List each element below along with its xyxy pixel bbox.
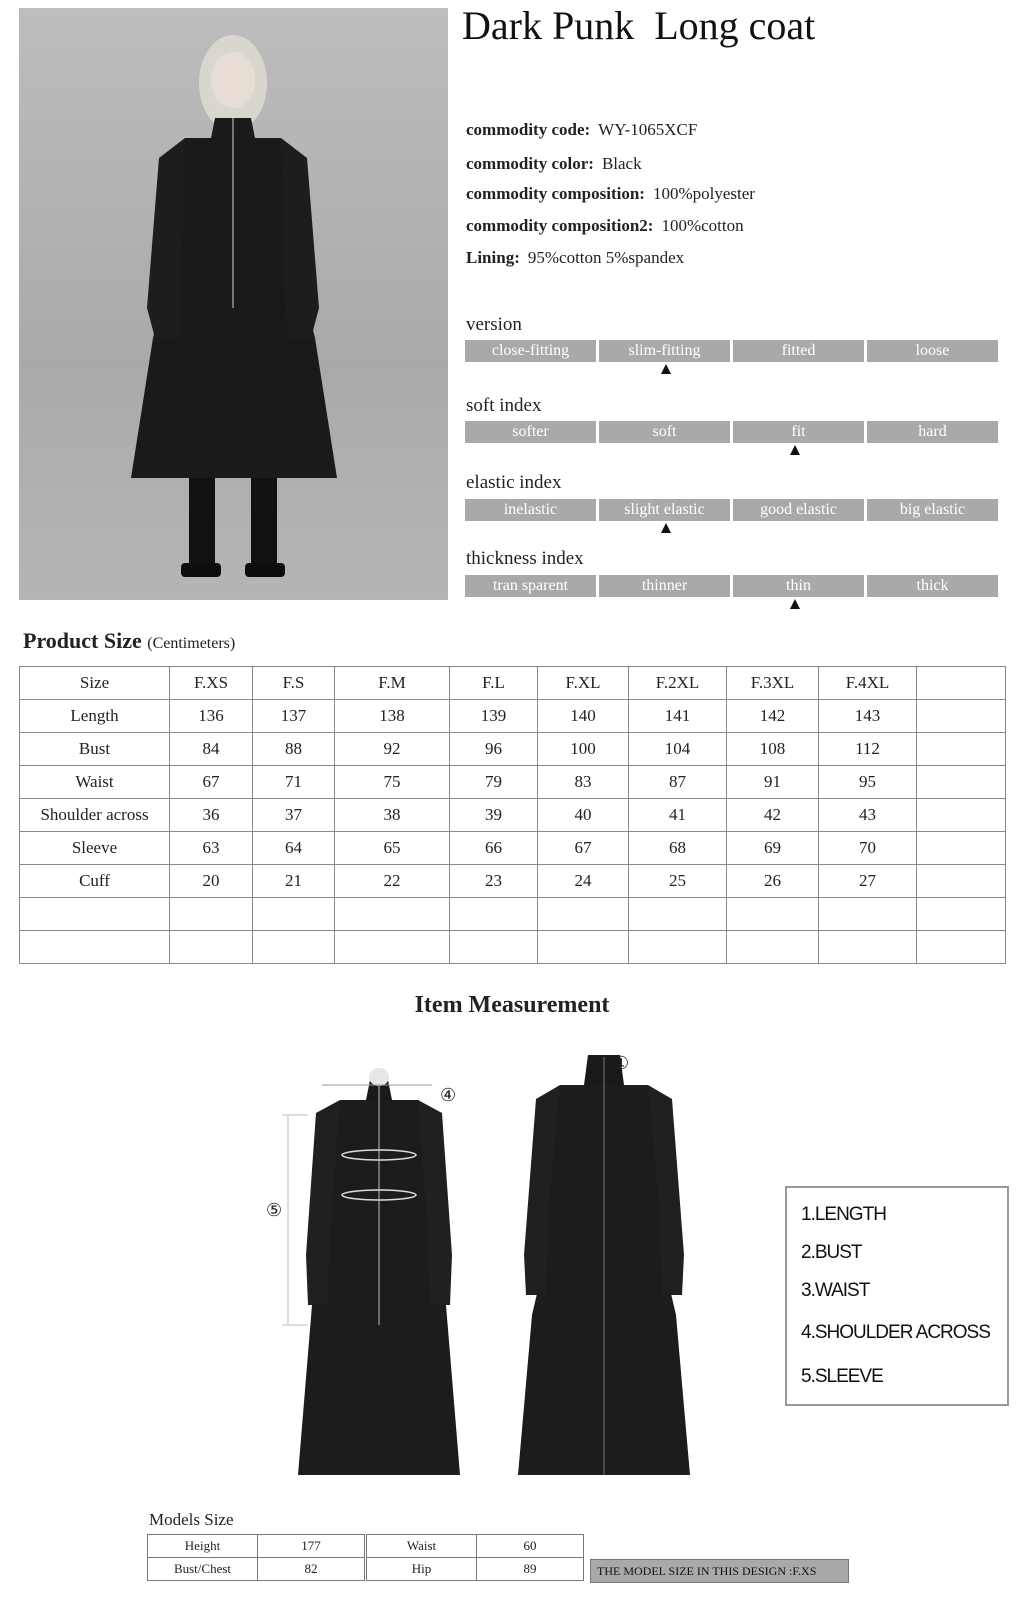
elastic-index-title: elastic index xyxy=(466,472,562,493)
marker-3-icon: ③ xyxy=(421,1175,438,1196)
table-cell xyxy=(819,898,917,931)
table-row-label: Cuff xyxy=(20,865,170,898)
elastic-index-bar xyxy=(465,499,998,521)
table-header-row xyxy=(20,667,1006,700)
version-bar xyxy=(465,340,998,362)
table-cell: 63 xyxy=(170,832,253,865)
table-cell xyxy=(253,931,335,964)
table-cell: 140 xyxy=(538,700,629,733)
product-size-table xyxy=(19,666,1006,964)
model-wearing-coat-illustration xyxy=(19,8,448,600)
version-option: close-fitting xyxy=(465,340,596,362)
table-cell: 136 xyxy=(170,700,253,733)
models-size-table-right xyxy=(366,1534,584,1581)
thickness-index-selected-marker-icon xyxy=(790,599,800,609)
table-cell: 75 xyxy=(335,766,450,799)
spec-value: 100%polyester xyxy=(652,184,755,203)
version-selected-marker-icon xyxy=(661,364,671,374)
table-header-cell: Size xyxy=(20,667,170,700)
spec-value: Black xyxy=(601,154,642,173)
spec-commodity-composition2 xyxy=(466,216,744,236)
spec-label: commodity composition2: xyxy=(466,216,654,235)
table-cell xyxy=(917,865,1006,898)
spec-commodity-composition xyxy=(466,184,755,204)
model-measure-value: 89 xyxy=(477,1558,584,1581)
table-row xyxy=(367,1535,584,1558)
elastic-index-option: slight elastic xyxy=(599,499,730,521)
coat-measurement-diagram xyxy=(260,1055,730,1495)
table-cell: 67 xyxy=(538,832,629,865)
thickness-index-option: thin xyxy=(733,575,864,597)
table-cell: 42 xyxy=(727,799,819,832)
soft-index-option: hard xyxy=(867,421,998,443)
table-cell: 65 xyxy=(335,832,450,865)
product-size-title xyxy=(23,628,235,654)
table-row xyxy=(20,898,1006,931)
table-header-cell xyxy=(917,667,1006,700)
thickness-index-title: thickness index xyxy=(466,548,584,569)
table-cell: 40 xyxy=(538,799,629,832)
elastic-index-selected-marker-icon xyxy=(661,523,671,533)
table-row xyxy=(20,700,1006,733)
legend-item-sleeve: 5.SLEEVE xyxy=(801,1366,883,1387)
spec-commodity-code xyxy=(466,120,697,140)
soft-index-option: softer xyxy=(465,421,596,443)
table-row xyxy=(20,799,1006,832)
soft-index-title: soft index xyxy=(466,395,542,416)
soft-index-bar xyxy=(465,421,998,443)
version-option: loose xyxy=(867,340,998,362)
legend-item-waist: 3.WAIST xyxy=(801,1280,870,1301)
table-cell: 36 xyxy=(170,799,253,832)
marker-4-icon: ④ xyxy=(440,1085,457,1106)
model-measure-label: Hip xyxy=(367,1558,477,1581)
version-option: fitted xyxy=(733,340,864,362)
table-cell: 108 xyxy=(727,733,819,766)
table-cell xyxy=(917,832,1006,865)
table-cell: 67 xyxy=(170,766,253,799)
elastic-index-option: big elastic xyxy=(867,499,998,521)
legend-item-bust: 2.BUST xyxy=(801,1242,862,1263)
table-header-cell: F.S xyxy=(253,667,335,700)
table-cell: 66 xyxy=(450,832,538,865)
thickness-index-option: tran sparent xyxy=(465,575,596,597)
table-cell xyxy=(170,898,253,931)
table-cell xyxy=(819,931,917,964)
table-row xyxy=(20,766,1006,799)
table-row xyxy=(20,733,1006,766)
product-size-unit: (Centimeters) xyxy=(147,635,236,652)
models-size-table-left xyxy=(147,1534,365,1581)
table-row-label: Sleeve xyxy=(20,832,170,865)
elastic-index-option: inelastic xyxy=(465,499,596,521)
table-cell xyxy=(335,931,450,964)
legend-item-length: 1.LENGTH xyxy=(801,1204,886,1225)
table-cell xyxy=(335,898,450,931)
table-row-label: Shoulder across xyxy=(20,799,170,832)
version-title: version xyxy=(466,314,522,335)
table-cell: 83 xyxy=(538,766,629,799)
table-cell: 139 xyxy=(450,700,538,733)
table-row xyxy=(20,865,1006,898)
table-cell xyxy=(917,799,1006,832)
back-coat-illustration xyxy=(518,1055,690,1475)
table-header-cell: F.M xyxy=(335,667,450,700)
table-cell: 141 xyxy=(629,700,727,733)
table-cell: 87 xyxy=(629,766,727,799)
model-measure-label: Height xyxy=(148,1535,258,1558)
table-cell: 91 xyxy=(727,766,819,799)
table-cell: 71 xyxy=(253,766,335,799)
table-header-cell: F.XL xyxy=(538,667,629,700)
table-cell: 143 xyxy=(819,700,917,733)
spec-value: 100%cotton xyxy=(661,216,744,235)
spec-value: WY-1065XCF xyxy=(598,120,698,139)
spec-lining xyxy=(466,248,684,268)
model-measure-value: 60 xyxy=(477,1535,584,1558)
table-cell: 64 xyxy=(253,832,335,865)
table-cell xyxy=(450,898,538,931)
table-cell: 84 xyxy=(170,733,253,766)
marker-1-icon: ① xyxy=(613,1053,630,1074)
table-cell: 37 xyxy=(253,799,335,832)
table-cell: 104 xyxy=(629,733,727,766)
table-cell: 21 xyxy=(253,865,335,898)
measurement-legend xyxy=(785,1186,1009,1406)
table-cell: 43 xyxy=(819,799,917,832)
table-cell: 38 xyxy=(335,799,450,832)
marker-5-icon: ⑤ xyxy=(266,1200,283,1221)
table-cell: 137 xyxy=(253,700,335,733)
table-cell xyxy=(170,931,253,964)
table-cell: 100 xyxy=(538,733,629,766)
table-cell: 20 xyxy=(170,865,253,898)
soft-index-selected-marker-icon xyxy=(790,445,800,455)
spec-label: commodity color: xyxy=(466,154,594,173)
model-size-note: THE MODEL SIZE IN THIS DESIGN :F.XS xyxy=(590,1559,849,1583)
table-cell: 23 xyxy=(450,865,538,898)
table-cell xyxy=(450,931,538,964)
table-cell: 142 xyxy=(727,700,819,733)
spec-label: commodity composition: xyxy=(466,184,645,203)
table-cell: 39 xyxy=(450,799,538,832)
table-cell xyxy=(629,898,727,931)
table-cell: 68 xyxy=(629,832,727,865)
table-cell: 138 xyxy=(335,700,450,733)
table-cell: 26 xyxy=(727,865,819,898)
table-row xyxy=(148,1535,365,1558)
table-cell xyxy=(538,898,629,931)
table-cell xyxy=(629,931,727,964)
model-measure-value: 177 xyxy=(258,1535,365,1558)
product-photo xyxy=(19,8,448,600)
table-row xyxy=(148,1558,365,1581)
table-cell: 69 xyxy=(727,832,819,865)
table-cell: 24 xyxy=(538,865,629,898)
models-size-title: Models Size xyxy=(149,1510,234,1529)
soft-index-option: fit xyxy=(733,421,864,443)
table-cell: 22 xyxy=(335,865,450,898)
version-option: slim-fitting xyxy=(599,340,730,362)
table-cell: 95 xyxy=(819,766,917,799)
table-row xyxy=(20,931,1006,964)
table-cell xyxy=(917,733,1006,766)
table-cell: 27 xyxy=(819,865,917,898)
table-cell: 79 xyxy=(450,766,538,799)
table-cell xyxy=(253,898,335,931)
table-cell xyxy=(538,931,629,964)
table-cell: 96 xyxy=(450,733,538,766)
table-cell: 41 xyxy=(629,799,727,832)
table-cell xyxy=(917,898,1006,931)
table-cell: 25 xyxy=(629,865,727,898)
item-measurement-title: Item Measurement xyxy=(414,992,610,1018)
table-row xyxy=(20,832,1006,865)
spec-label: commodity code: xyxy=(466,120,591,139)
spec-label: Lining: xyxy=(466,248,520,267)
table-row xyxy=(367,1558,584,1581)
elastic-index-option: good elastic xyxy=(733,499,864,521)
table-cell xyxy=(917,700,1006,733)
table-cell xyxy=(917,766,1006,799)
table-cell xyxy=(727,931,819,964)
spec-commodity-color xyxy=(466,154,642,174)
table-header-cell: F.4XL xyxy=(819,667,917,700)
soft-index-option: soft xyxy=(599,421,730,443)
table-header-cell: F.XS xyxy=(170,667,253,700)
table-row-label: Length xyxy=(20,700,170,733)
table-cell: 88 xyxy=(253,733,335,766)
model-measure-label: Bust/Chest xyxy=(148,1558,258,1581)
table-row-label xyxy=(20,931,170,964)
table-header-cell: F.L xyxy=(450,667,538,700)
product-title: Dark Punk Long coat xyxy=(462,3,816,48)
table-cell: 70 xyxy=(819,832,917,865)
table-row-label: Bust xyxy=(20,733,170,766)
front-coat-illustration xyxy=(282,1068,460,1475)
table-cell xyxy=(727,898,819,931)
table-header-cell: F.2XL xyxy=(629,667,727,700)
thickness-index-bar xyxy=(465,575,998,597)
table-cell xyxy=(917,931,1006,964)
spec-value: 95%cotton 5%spandex xyxy=(527,248,685,267)
table-row-label: Waist xyxy=(20,766,170,799)
table-row-label xyxy=(20,898,170,931)
thickness-index-option: thick xyxy=(867,575,998,597)
legend-item-shoulder-across: 4.SHOULDER ACROSS xyxy=(801,1322,990,1343)
marker-2-icon: ② xyxy=(421,1136,438,1157)
model-measure-label: Waist xyxy=(367,1535,477,1558)
product-size-heading: Product Size xyxy=(23,628,142,653)
table-cell: 92 xyxy=(335,733,450,766)
thickness-index-option: thinner xyxy=(599,575,730,597)
table-cell: 112 xyxy=(819,733,917,766)
table-header-cell: F.3XL xyxy=(727,667,819,700)
model-measure-value: 82 xyxy=(258,1558,365,1581)
